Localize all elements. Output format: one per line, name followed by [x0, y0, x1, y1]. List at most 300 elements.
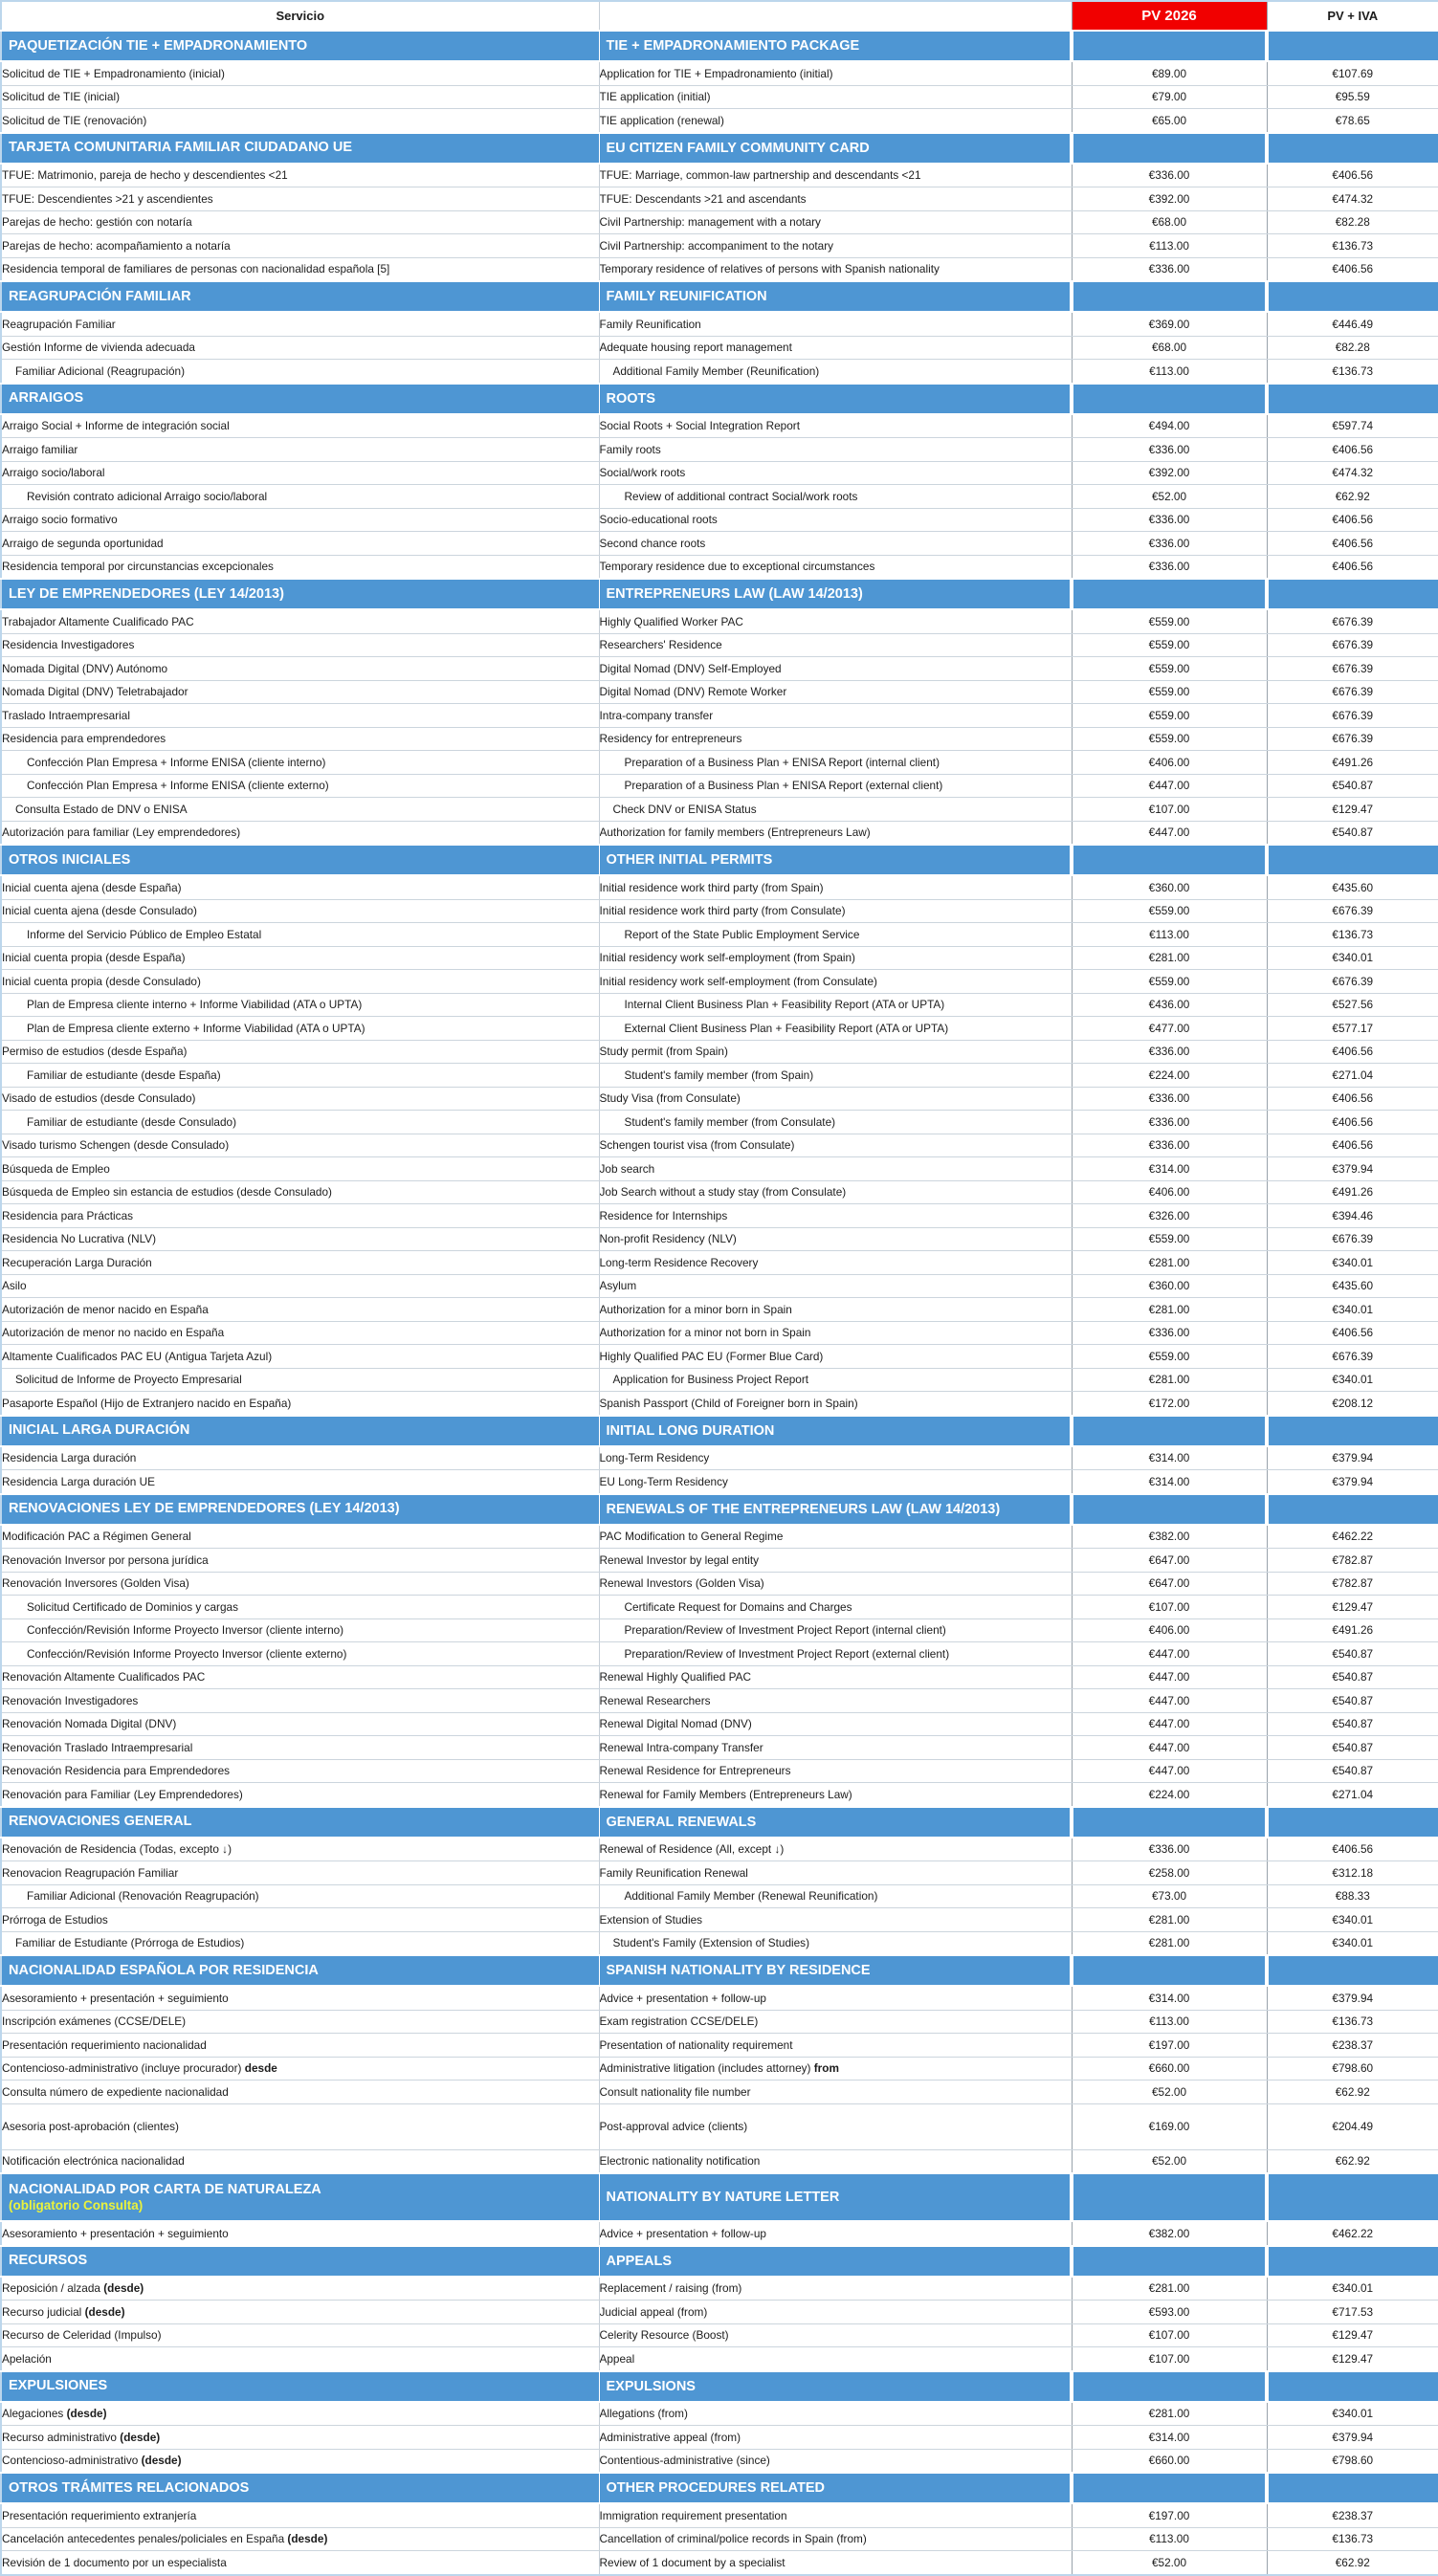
col-header-pv-iva: PV + IVA [1267, 1, 1438, 31]
section-price-spacer-pv [1072, 579, 1267, 609]
service-name-en: Social Roots + Social Integration Report [599, 414, 1072, 438]
service-name-en: Authorization for a minor born in Spain [599, 1298, 1072, 1322]
price-pv-2026: €559.00 [1072, 1227, 1267, 1251]
price-pv-iva: €136.73 [1267, 923, 1438, 947]
price-pv-iva: €435.60 [1267, 1274, 1438, 1298]
price-pv-iva: €62.92 [1267, 2149, 1438, 2173]
table-row [1, 899, 1438, 923]
service-name-es: Solicitud de TIE (inicial) [1, 85, 599, 109]
section-header-row [1, 1494, 1438, 1525]
service-name-es: Recuperación Larga Duración [1, 1251, 599, 1275]
service-name-en: Non-profit Residency (NLV) [599, 1227, 1072, 1251]
service-name-es: Arraigo socio formativo [1, 508, 599, 532]
service-name-en: Contentious-administrative (since) [599, 2449, 1072, 2473]
service-name-en: Long-term Residence Recovery [599, 1251, 1072, 1275]
section-header-row [1, 384, 1438, 414]
service-name-es: Renovación para Familiar (Ley Emprendedores) [1, 1783, 599, 1807]
service-name-es: Solicitud Certificado de Dominios y cargas [1, 1596, 599, 1619]
table-row [1, 61, 1438, 85]
section-price-spacer-iva [1267, 1955, 1438, 1986]
service-name-en: PAC Modification to General Regime [599, 1525, 1072, 1549]
section-title-es-text: ARRAIGOS [9, 390, 84, 407]
table-row [1, 923, 1438, 947]
table-row [1, 798, 1438, 822]
section-price-spacer-pv [1072, 2173, 1267, 2221]
service-name-en: Asylum [599, 1274, 1072, 1298]
table-row [1, 633, 1438, 657]
table-row [1, 774, 1438, 798]
price-pv-iva: €577.17 [1267, 1017, 1438, 1041]
table-row [1, 1986, 1438, 2010]
price-pv-2026: €68.00 [1072, 336, 1267, 360]
table-row [1, 1087, 1438, 1111]
price-pv-iva: €676.39 [1267, 970, 1438, 994]
price-pv-2026: €559.00 [1072, 970, 1267, 994]
service-name-en: TFUE: Marriage, common-law partnership and descendants <21 [599, 164, 1072, 187]
price-pv-2026: €113.00 [1072, 234, 1267, 258]
section-price-spacer-iva [1267, 133, 1438, 164]
section-price-spacer-iva [1267, 2371, 1438, 2402]
table-row [1, 1298, 1438, 1322]
price-pv-2026: €660.00 [1072, 2449, 1267, 2473]
service-name-es: Recurso judicial (desde) [1, 2301, 599, 2324]
price-pv-iva: €597.74 [1267, 414, 1438, 438]
section-price-spacer-pv [1072, 2473, 1267, 2503]
table-row [1, 2081, 1438, 2104]
price-pv-2026: €169.00 [1072, 2103, 1267, 2149]
section-title-es [1, 2371, 599, 2402]
table-row [1, 2323, 1438, 2347]
service-name-en: Celerity Resource (Boost) [599, 2323, 1072, 2347]
service-name-en: Consult nationality file number [599, 2081, 1072, 2104]
service-name-es: Residencia Larga duración [1, 1446, 599, 1470]
section-price-spacer-iva [1267, 2173, 1438, 2221]
price-pv-2026: €107.00 [1072, 798, 1267, 822]
price-pv-iva: €340.01 [1267, 1251, 1438, 1275]
section-title-en: NATIONALITY BY NATURE LETTER [599, 2173, 1072, 2221]
service-name-en: Schengen tourist visa (from Consulate) [599, 1134, 1072, 1157]
price-pv-iva: €676.39 [1267, 899, 1438, 923]
service-name-en: Study permit (from Spain) [599, 1040, 1072, 1064]
pricing-table-body [1, 31, 1438, 2575]
section-price-spacer-iva [1267, 579, 1438, 609]
service-name-en: Long-Term Residency [599, 1446, 1072, 1470]
service-name-en: Highly Qualified PAC EU (Former Blue Card) [599, 1345, 1072, 1369]
service-name-en: Preparation/Review of Investment Project Report (external client) [599, 1642, 1072, 1666]
service-name-en: Additional Family Member (Renewal Reunification) [599, 1884, 1072, 1908]
section-title-en: APPEALS [599, 2246, 1072, 2277]
section-title-es [1, 384, 599, 414]
price-pv-iva: €474.32 [1267, 461, 1438, 485]
section-title-en: OTHER INITIAL PERMITS [599, 845, 1072, 875]
service-name-en: Initial residency work self-employment (from Consulate) [599, 970, 1072, 994]
service-name-en: Socio-educational roots [599, 508, 1072, 532]
price-pv-iva: €540.87 [1267, 1642, 1438, 1666]
price-pv-2026: €406.00 [1072, 1180, 1267, 1204]
service-name-es: Arraigo de segunda oportunidad [1, 532, 599, 556]
price-pv-2026: €336.00 [1072, 508, 1267, 532]
section-title-es [1, 1955, 599, 1986]
table-row [1, 1861, 1438, 1885]
section-price-spacer-iva [1267, 1416, 1438, 1446]
section-title-es-text: NACIONALIDAD ESPAÑOLA POR RESIDENCIA [9, 1962, 319, 1978]
price-pv-2026: €447.00 [1072, 1642, 1267, 1666]
price-pv-iva: €62.92 [1267, 2081, 1438, 2104]
service-name-en: TIE application (initial) [599, 85, 1072, 109]
price-pv-2026: €197.00 [1072, 2503, 1267, 2527]
section-title-en: ROOTS [599, 384, 1072, 414]
price-pv-iva: €540.87 [1267, 1759, 1438, 1783]
price-pv-2026: €447.00 [1072, 1759, 1267, 1783]
section-price-spacer-pv [1072, 31, 1267, 61]
price-pv-2026: €336.00 [1072, 1040, 1267, 1064]
section-title-en: EXPULSIONS [599, 2371, 1072, 2402]
section-header-row [1, 2173, 1438, 2221]
section-header-row [1, 2473, 1438, 2503]
table-row [1, 164, 1438, 187]
service-name-es: Asesoria post-aprobación (clientes) [1, 2103, 599, 2149]
table-row [1, 1884, 1438, 1908]
price-pv-iva: €462.22 [1267, 1525, 1438, 1549]
service-name-es: Visado turismo Schengen (desde Consulado) [1, 1134, 599, 1157]
service-name-en: Post-approval advice (clients) [599, 2103, 1072, 2149]
section-header-row [1, 31, 1438, 61]
section-title-es [1, 1494, 599, 1525]
price-pv-2026: €113.00 [1072, 2010, 1267, 2034]
service-name-es: Recurso de Celeridad (Impulso) [1, 2323, 599, 2347]
service-name-en: Renewal Highly Qualified PAC [599, 1665, 1072, 1689]
price-pv-2026: €559.00 [1072, 704, 1267, 728]
service-name-en: Extension of Studies [599, 1908, 1072, 1932]
service-name-es: TFUE: Matrimonio, pareja de hecho y descendientes <21 [1, 164, 599, 187]
service-name-en: Allegations (from) [599, 2402, 1072, 2426]
price-pv-2026: €559.00 [1072, 727, 1267, 751]
price-pv-2026: €559.00 [1072, 680, 1267, 704]
section-title-es [1, 2173, 599, 2221]
section-header-row [1, 281, 1438, 312]
price-pv-2026: €89.00 [1072, 61, 1267, 85]
service-name-en: Job Search without a study stay (from Consulate) [599, 1180, 1072, 1204]
service-name-en: Family Reunification [599, 312, 1072, 336]
section-price-spacer-iva [1267, 1807, 1438, 1838]
table-row [1, 461, 1438, 485]
service-name-en: Replacement / raising (from) [599, 2277, 1072, 2301]
price-pv-iva: €340.01 [1267, 1298, 1438, 1322]
section-price-spacer-pv [1072, 1807, 1267, 1838]
price-pv-iva: €88.33 [1267, 1884, 1438, 1908]
service-name-en: Application for Business Project Report [599, 1368, 1072, 1392]
price-pv-2026: €224.00 [1072, 1064, 1267, 1088]
price-pv-2026: €113.00 [1072, 360, 1267, 384]
price-pv-2026: €281.00 [1072, 1368, 1267, 1392]
service-name-en: Study Visa (from Consulate) [599, 1087, 1072, 1111]
price-pv-2026: €436.00 [1072, 993, 1267, 1017]
price-pv-2026: €224.00 [1072, 1783, 1267, 1807]
price-pv-iva: €136.73 [1267, 2010, 1438, 2034]
service-name-es: Presentación requerimiento nacionalidad [1, 2034, 599, 2058]
service-name-es: Visado de estudios (desde Consulado) [1, 1087, 599, 1111]
price-pv-2026: €281.00 [1072, 2402, 1267, 2426]
table-row [1, 1180, 1438, 1204]
table-row [1, 1549, 1438, 1573]
price-pv-iva: €271.04 [1267, 1783, 1438, 1807]
price-pv-iva: €340.01 [1267, 1368, 1438, 1392]
table-row [1, 257, 1438, 281]
table-row [1, 1368, 1438, 1392]
service-name-en: Renewal Investor by legal entity [599, 1549, 1072, 1573]
price-pv-iva: €271.04 [1267, 1064, 1438, 1088]
price-pv-2026: €281.00 [1072, 1931, 1267, 1955]
section-header-row [1, 1416, 1438, 1446]
price-pv-2026: €336.00 [1072, 438, 1267, 462]
table-row [1, 1689, 1438, 1713]
service-name-es: Asesoramiento + presentación + seguimiento [1, 1986, 599, 2010]
service-name-es: Confección Plan Empresa + Informe ENISA (cliente externo) [1, 774, 599, 798]
service-name-en: Authorization for family members (Entrepreneurs Law) [599, 821, 1072, 845]
table-row [1, 1134, 1438, 1157]
section-header-row [1, 1955, 1438, 1986]
service-name-en: Judicial appeal (from) [599, 2301, 1072, 2324]
service-name-en: Renewal for Family Members (Entrepreneurs Law) [599, 1783, 1072, 1807]
price-pv-iva: €491.26 [1267, 1618, 1438, 1642]
section-title-es-text: RENOVACIONES GENERAL [9, 1814, 192, 1830]
section-title-es-text: LEY DE EMPRENDEDORES (LEY 14/2013) [9, 585, 284, 602]
section-header-row [1, 579, 1438, 609]
price-pv-2026: €559.00 [1072, 899, 1267, 923]
table-row [1, 1908, 1438, 1932]
service-name-es: Consulta Estado de DNV o ENISA [1, 798, 599, 822]
service-name-en: Student's Family (Extension of Studies) [599, 1931, 1072, 1955]
price-pv-2026: €360.00 [1072, 875, 1267, 899]
table-row [1, 1783, 1438, 1807]
section-price-spacer-pv [1072, 1416, 1267, 1446]
price-pv-iva: €491.26 [1267, 751, 1438, 775]
table-row [1, 1064, 1438, 1088]
service-name-es: Autorización de menor no nacido en España [1, 1321, 599, 1345]
price-pv-iva: €406.56 [1267, 1838, 1438, 1861]
table-row [1, 970, 1438, 994]
price-pv-iva: €208.12 [1267, 1392, 1438, 1416]
price-pv-2026: €258.00 [1072, 1861, 1267, 1885]
service-name-en: Student's family member (from Spain) [599, 1064, 1072, 1088]
service-name-es: Autorización de menor nacido en España [1, 1298, 599, 1322]
service-name-es: Permiso de estudios (desde España) [1, 1040, 599, 1064]
section-title-en: GENERAL RENEWALS [599, 1807, 1072, 1838]
service-name-es: Inicial cuenta propia (desde Consulado) [1, 970, 599, 994]
service-name-es: Arraigo Social + Informe de integración social [1, 414, 599, 438]
price-pv-2026: €281.00 [1072, 946, 1267, 970]
service-name-es: Autorización para familiar (Ley emprendedores) [1, 821, 599, 845]
price-pv-2026: €647.00 [1072, 1572, 1267, 1596]
service-name-es: Prórroga de Estudios [1, 1908, 599, 1932]
price-pv-2026: €314.00 [1072, 1446, 1267, 1470]
price-pv-2026: €369.00 [1072, 312, 1267, 336]
price-pv-2026: €281.00 [1072, 2277, 1267, 2301]
price-pv-2026: €447.00 [1072, 774, 1267, 798]
price-pv-2026: €314.00 [1072, 2426, 1267, 2450]
price-pv-2026: €107.00 [1072, 2323, 1267, 2347]
table-row [1, 821, 1438, 845]
service-name-en: Initial residency work self-employment (from Spain) [599, 946, 1072, 970]
table-row [1, 1525, 1438, 1549]
table-row [1, 2503, 1438, 2527]
price-pv-iva: €129.47 [1267, 2323, 1438, 2347]
section-header-row [1, 1807, 1438, 1838]
service-name-es: Residencia temporal de familiares de personas con nacionalidad española [5] [1, 257, 599, 281]
price-pv-2026: €382.00 [1072, 2221, 1267, 2246]
service-name-es: Revisión de 1 documento por un especialista [1, 2551, 599, 2575]
service-name-en: Temporary residence due to exceptional circumstances [599, 555, 1072, 579]
service-name-es: Inscripción exámenes (CCSE/DELE) [1, 2010, 599, 2034]
service-name-en: Highly Qualified Worker PAC [599, 609, 1072, 633]
table-row [1, 727, 1438, 751]
price-pv-iva: €379.94 [1267, 2426, 1438, 2450]
column-header-row [1, 1, 1438, 31]
service-name-es: Búsqueda de Empleo [1, 1157, 599, 1181]
service-name-en: Initial residence work third party (from Consulate) [599, 899, 1072, 923]
service-name-es: Parejas de hecho: acompañamiento a notaría [1, 234, 599, 258]
table-row [1, 1321, 1438, 1345]
section-title-en: EU CITIZEN FAMILY COMMUNITY CARD [599, 133, 1072, 164]
service-name-en: Family roots [599, 438, 1072, 462]
price-pv-2026: €559.00 [1072, 657, 1267, 681]
table-row [1, 508, 1438, 532]
section-title-es-text: NACIONALIDAD POR CARTA DE NATURALEZA [9, 2181, 321, 2197]
service-name-es: Confección Plan Empresa + Informe ENISA (cliente interno) [1, 751, 599, 775]
price-pv-iva: €238.37 [1267, 2503, 1438, 2527]
section-price-spacer-pv [1072, 133, 1267, 164]
service-name-es: Altamente Cualificados PAC EU (Antigua Tarjeta Azul) [1, 1345, 599, 1369]
col-header-english-blank [599, 1, 1072, 31]
service-name-es: Solicitud de TIE + Empadronamiento (inicial) [1, 61, 599, 85]
service-name-es: Recurso administrativo (desde) [1, 2426, 599, 2450]
service-name-en: Renewal Intra-company Transfer [599, 1736, 1072, 1760]
service-name-es: Familiar de Estudiante (Prórroga de Estudios) [1, 1931, 599, 1955]
table-row [1, 1111, 1438, 1134]
price-pv-2026: €447.00 [1072, 1736, 1267, 1760]
service-name-es: Familiar Adicional (Reagrupación) [1, 360, 599, 384]
price-pv-iva: €406.56 [1267, 1134, 1438, 1157]
service-name-en: Renewal Digital Nomad (DNV) [599, 1712, 1072, 1736]
service-name-es: Confección/Revisión Informe Proyecto Inversor (cliente externo) [1, 1642, 599, 1666]
table-row [1, 751, 1438, 775]
price-pv-iva: €717.53 [1267, 2301, 1438, 2324]
service-name-es: Presentación requerimiento extranjería [1, 2503, 599, 2527]
service-name-es: Confección/Revisión Informe Proyecto Inversor (cliente interno) [1, 1618, 599, 1642]
service-name-es: Traslado Intraempresarial [1, 704, 599, 728]
section-header-row [1, 133, 1438, 164]
price-pv-iva: €540.87 [1267, 1712, 1438, 1736]
price-pv-iva: €676.39 [1267, 1345, 1438, 1369]
section-title-en: OTHER PROCEDURES RELATED [599, 2473, 1072, 2503]
service-name-en: Review of additional contract Social/work roots [599, 485, 1072, 509]
price-pv-2026: €336.00 [1072, 1838, 1267, 1861]
table-row [1, 2449, 1438, 2473]
service-name-en: Check DNV or ENISA Status [599, 798, 1072, 822]
service-name-en: Advice + presentation + follow-up [599, 2221, 1072, 2246]
table-row [1, 85, 1438, 109]
service-name-en: Family Reunification Renewal [599, 1861, 1072, 1885]
service-name-en: Application for TIE + Empadronamiento (initial) [599, 61, 1072, 85]
price-pv-iva: €474.32 [1267, 187, 1438, 211]
section-title-es-text: REAGRUPACIÓN FAMILIAR [9, 288, 191, 304]
service-name-es: Solicitud de Informe de Proyecto Empresarial [1, 1368, 599, 1392]
section-header-row [1, 2246, 1438, 2277]
table-row [1, 609, 1438, 633]
table-row [1, 1931, 1438, 1955]
price-pv-iva: €238.37 [1267, 2034, 1438, 2058]
price-pv-iva: €676.39 [1267, 1227, 1438, 1251]
price-pv-2026: €281.00 [1072, 1251, 1267, 1275]
price-pv-2026: €336.00 [1072, 1111, 1267, 1134]
price-pv-iva: €136.73 [1267, 2527, 1438, 2551]
table-row [1, 1642, 1438, 1666]
price-pv-2026: €559.00 [1072, 1345, 1267, 1369]
table-row [1, 704, 1438, 728]
price-pv-iva: €540.87 [1267, 821, 1438, 845]
section-title-es [1, 2246, 599, 2277]
price-pv-2026: €494.00 [1072, 414, 1267, 438]
table-row [1, 2103, 1438, 2149]
price-pv-2026: €660.00 [1072, 2057, 1267, 2081]
price-pv-iva: €540.87 [1267, 1736, 1438, 1760]
service-name-es: Alegaciones (desde) [1, 2402, 599, 2426]
service-name-es: Inicial cuenta ajena (desde España) [1, 875, 599, 899]
price-pv-2026: €314.00 [1072, 1157, 1267, 1181]
section-price-spacer-iva [1267, 2473, 1438, 2503]
price-pv-2026: €336.00 [1072, 555, 1267, 579]
table-row [1, 1618, 1438, 1642]
section-price-spacer-pv [1072, 1494, 1267, 1525]
price-pv-2026: €447.00 [1072, 1665, 1267, 1689]
price-pv-iva: €676.39 [1267, 657, 1438, 681]
service-name-es: Inicial cuenta ajena (desde Consulado) [1, 899, 599, 923]
service-name-es: Informe del Servicio Público de Empleo Estatal [1, 923, 599, 947]
service-name-en: Renewal of Residence (All, except ↓) [599, 1838, 1072, 1861]
price-pv-iva: €676.39 [1267, 727, 1438, 751]
section-price-spacer-iva [1267, 845, 1438, 875]
table-row [1, 485, 1438, 509]
price-pv-2026: €52.00 [1072, 2081, 1267, 2104]
price-pv-iva: €95.59 [1267, 85, 1438, 109]
price-pv-iva: €406.56 [1267, 532, 1438, 556]
price-pv-iva: €406.56 [1267, 1111, 1438, 1134]
service-name-es: Apelación [1, 2347, 599, 2371]
price-pv-2026: €559.00 [1072, 609, 1267, 633]
section-title-es-text: EXPULSIONES [9, 2378, 108, 2394]
price-pv-2026: €52.00 [1072, 485, 1267, 509]
service-name-en: Cancellation of criminal/police records in Spain (from) [599, 2527, 1072, 2551]
price-pv-2026: €647.00 [1072, 1549, 1267, 1573]
section-price-spacer-pv [1072, 281, 1267, 312]
section-title-es [1, 281, 599, 312]
service-name-en: Renewal Residence for Entrepreneurs [599, 1759, 1072, 1783]
service-name-en: Preparation of a Business Plan + ENISA Report (external client) [599, 774, 1072, 798]
service-name-en: Spanish Passport (Child of Foreigner born in Spain) [599, 1392, 1072, 1416]
table-row [1, 1157, 1438, 1181]
price-pv-iva: €379.94 [1267, 1157, 1438, 1181]
service-name-es: Parejas de hecho: gestión con notaría [1, 210, 599, 234]
price-pv-iva: €204.49 [1267, 2103, 1438, 2149]
service-name-en: Digital Nomad (DNV) Remote Worker [599, 680, 1072, 704]
table-row [1, 336, 1438, 360]
service-name-en: Internal Client Business Plan + Feasibility Report (ATA or UPTA) [599, 993, 1072, 1017]
price-pv-2026: €314.00 [1072, 1470, 1267, 1494]
table-row [1, 2221, 1438, 2246]
price-pv-iva: €340.01 [1267, 1908, 1438, 1932]
service-name-es: Inicial cuenta propia (desde España) [1, 946, 599, 970]
service-name-en: Exam registration CCSE/DELE) [599, 2010, 1072, 2034]
